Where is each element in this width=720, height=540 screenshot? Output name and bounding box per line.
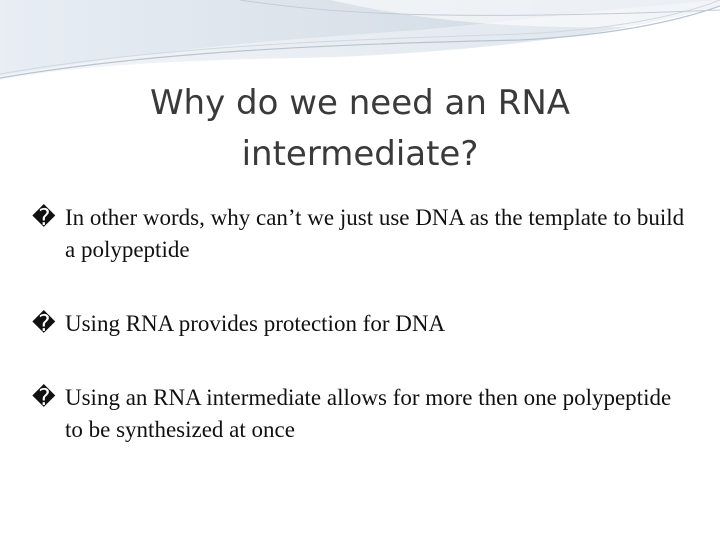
bullet-list: [32, 202, 692, 488]
slide-title-line-2: intermediate?: [241, 134, 479, 174]
bullet-marker-icon: �: [32, 205, 56, 231]
bullet-item: [32, 308, 692, 340]
bullet-marker-icon: �: [32, 311, 56, 337]
bullet-text: Using an RNA intermediate allows for more then one polypeptide to be synthesized at once: [65, 385, 672, 442]
bullet-item: [32, 202, 692, 266]
bullet-text: In other words, why can’t we just use DNA as the template to build a polypeptide: [65, 205, 685, 262]
slide-title-line-1: Why do we need an RNA: [149, 83, 571, 123]
bullet-item: [32, 382, 692, 446]
bullet-marker-icon: �: [32, 385, 56, 411]
slide-title: [0, 78, 720, 180]
bullet-text: Using RNA provides protection for DNA: [65, 311, 446, 336]
